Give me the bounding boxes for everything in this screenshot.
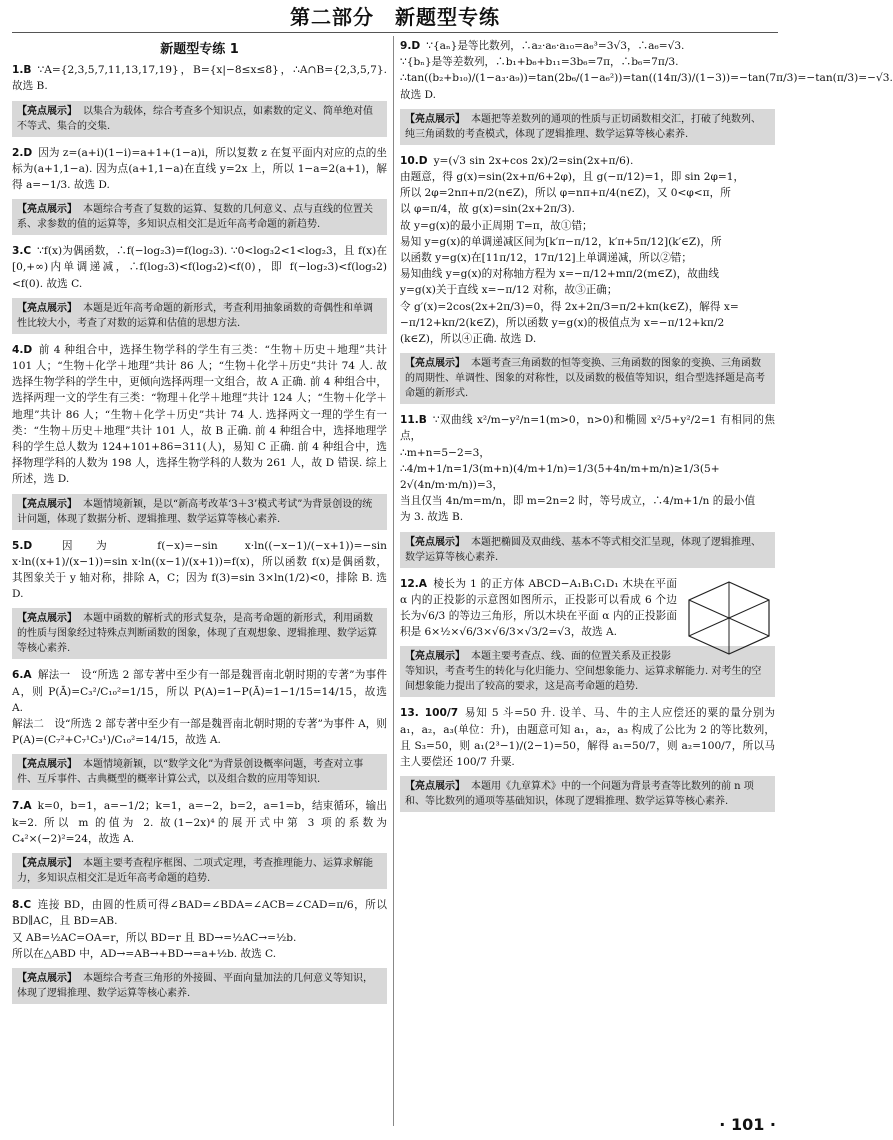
highlight-box — [400, 532, 775, 568]
question-answer: 100/7 — [424, 707, 459, 720]
highlight-box — [400, 353, 775, 404]
highlight-tag: 【亮点展示】 — [17, 613, 77, 625]
solution-text: −π/12+kπ/2(k∈Z)，所以函数 y=g(x)的极值点为 x=−π/12+kπ/2 — [400, 316, 725, 329]
question-item — [400, 153, 775, 347]
highlight-box — [12, 298, 387, 334]
question-number: 3.C — [12, 245, 32, 258]
highlight-text: 本题综合考查了复数的运算、复数的几何意义、点与直线的位置关系、求参数的值的运算等，多知识点相交汇是近年高考命题的新趋势. — [17, 204, 373, 231]
solution-text: ∴tan((b₂+b₁₀)/(1−a₃·a₉))=tan(2b₆/(1−a₆²))=tan((14π/3)/(1−3))=−tan(7π/3)=−tan(π/3)=−√3. — [400, 72, 893, 85]
question-number: 6.A — [12, 669, 32, 682]
highlight-tag: 【亮点展示】 — [17, 204, 77, 216]
solution-text: 以 φ=π/4，故 g(x)=sin(2x+2π/3). — [400, 203, 575, 216]
hexagon-spoke — [689, 618, 729, 636]
solution-text: ∵f(x)为偶函数，∴f(−log₂3)=f(log₂3). ∵0<log₃2<1<log₂3，且 f(x)在[0,+∞)内单调递减，∴f(log₂3)<f(log₃2)<f(0)，即 f(−log₂3)<f(log₃2)<f(0). 故选 C. — [12, 245, 387, 290]
solution-text: 当且仅当 4n/m=m/n，即 m=2n=2 时，等号成立，∴4/m+1/n 的最小值 — [400, 495, 756, 508]
highlight-tag: 【亮点展示】 — [17, 972, 77, 984]
highlight-text: 本题把等差数列的通项的性质与正切函数相交汇，打破了纯数列、纯三角函数的考查模式，体现了逻辑推理、数学运算等核心素养. — [405, 113, 761, 140]
left-column — [12, 38, 387, 1012]
solution-text: ∵双曲线 x²/m−y²/n=1(m>0，n>0)和椭圆 x²/5+y²/2=1 有相同的焦点， — [400, 414, 775, 443]
highlight-box — [12, 754, 387, 790]
highlight-tag: 【亮点展示】 — [17, 105, 77, 117]
solution-text: ∵{bₙ}是等差数列，∴b₁+b₆+b₁₁=3b₆=7π，∴b₆=7π/3. — [400, 56, 679, 69]
projection-hexagon-figure — [683, 578, 775, 656]
highlight-text: 本题情境新颖，是以“新高考改革‘3＋3’模式考试”为背景创设的统计问题，体现了数据分析、逻辑推理、数学运算等核心素养. — [17, 498, 373, 525]
solution-text: (k∈Z)，所以④正确. 故选 D. — [400, 333, 537, 346]
question-number: 10.D — [400, 154, 428, 167]
column-divider — [393, 36, 394, 1126]
solution-text: 所以在△ABD 中，AD→=AB→+BD→=a+½b. 故选 C. — [12, 947, 277, 960]
question-number: 5.D — [12, 539, 33, 552]
highlight-box — [400, 109, 775, 145]
solution-text: 易知曲线 y=g(x)的对称轴方程为 x=−π/12+mπ/2(m∈Z)，故曲线 — [400, 268, 719, 281]
solution-text: 为 3. 故选 B. — [400, 511, 464, 524]
question-item — [400, 38, 893, 103]
solution-text: 所以 2φ=2nπ+π/2(n∈Z)，所以 φ=nπ+π/4(n∈Z)，又 0<φ<π，所 — [400, 187, 731, 200]
question-item — [400, 412, 775, 525]
highlight-text: 本题情境新颖，以“数学文化”为背景创设概率问题，考查对立事件、互斥事件、古典概型的概率计算公式，以及组合数的应用等知识. — [17, 759, 364, 786]
question-number: 8.C — [12, 899, 32, 912]
highlight-box — [12, 608, 387, 659]
solution-text: 令 g′(x)=2cos(2x+2π/3)=0，得 2x+2π/3=π/2+kπ(k∈Z)，解得 x= — [400, 300, 739, 313]
section-title: 新题型专练 1 — [160, 42, 239, 57]
solution-text: y=(√3 sin 2x+cos 2x)/2=sin(2x+π/6). — [433, 154, 634, 167]
highlight-box — [12, 968, 387, 1004]
solution-text: ∴m+n=5−2=3， — [400, 446, 490, 459]
question-item — [12, 667, 387, 748]
solution-text: y=g(x)关于直线 x=−π/12 对称，故③正确； — [400, 284, 618, 297]
solution-text: 易知 y=g(x)的单调递减区间为[k′π−π/12，k′π+5π/12](k′∈Z)，所 — [400, 235, 722, 248]
highlight-box — [12, 101, 387, 137]
question-number: 12.A — [400, 577, 427, 590]
hexagon-spoke — [729, 618, 769, 636]
question-number: 11.B — [400, 414, 427, 427]
solution-text: 2√(4n/m·m/n))=3， — [400, 479, 504, 492]
page-header — [0, 0, 790, 34]
highlight-text: 本题主要考查点、线、面的位置关系及正投影等知识，考查考生的转化与化归能力、空间想象能力、运算求解能力. 对考生的空间想象能力提出了较高的要求，这是高考命题的趋势. — [405, 651, 762, 693]
hexagon-spoke — [729, 600, 769, 618]
solution-text: 易知 5 斗=50 升. 设羊、马、牛的主人应偿还的粟的量分别为 a₁，a₂，a₃(单位：升)，由题意可知 a₁，a₂，a₃ 构成了公比为 2 的等比数列，且 S₃=50，则 a₁(2³−1)/(2−1)=50，解得 a₁=50/7，则 a₂=100/7，所以马主人要偿还 100/7 升粟. — [400, 707, 775, 769]
highlight-tag: 【亮点展示】 — [405, 651, 465, 663]
question-number: 2.D — [12, 146, 33, 159]
solution-text: ∴4/m+1/n=1/3(m+n)(4/m+1/n)=1/3(5+4n/m+m/n)≥1/3(5+ — [400, 462, 720, 475]
question-number: 1.B — [12, 64, 32, 77]
question-item — [12, 897, 387, 962]
highlight-box — [12, 199, 387, 235]
solution-text: ∵{aₙ}是等比数列，∴a₂·a₆·a₁₀=a₆³=3√3，∴a₆=√3. — [426, 40, 685, 52]
solution-text: 前 4 种组合中，选择生物学科的学生有三类：“生物＋历史＋地理”共计 101 人；“生物＋化学＋地理”共计 86 人；“生物＋化学＋历史”共计 74 人. 故选择生物学科的学生中，更倾向选择两理一文组合，故 A 正确. 前 4 种组合中，选择两理一文的学生有三类：“物理＋化学＋地理”共计 124 人；“生物＋化学＋地理”共计 86 人；“生物＋化学＋历史”共计 74 人. 选择两文一理的学生有一类：“生物＋历史＋地理”共计 101 人，故 B 正确. 前 4 种组合中，选择地理学科的学生总人数为 124+101+86=311(人)，易知 C 正确. 前 4 种组合中，选择物理学科的人数为 198 人，选择生物学科的人数为 261 人，故 D 错误. 综上所述，选 D. — [12, 343, 387, 486]
question-item — [12, 145, 387, 194]
solution-text: k=0，b=1，a=−1/2；k=1，a=−2，b=2，a=1=b，结束循环，输出 k=2. 所以 m 的值为 2. 故(1−2x)⁴的展开式中第 3 项的系数为 C₄²×(−2)²=24，故选 A. — [12, 800, 387, 845]
solution-text: 由题意，得 g(x)=sin(2x+π/6+2φ)，且 g(−π/12)=1，即 sin 2φ=1， — [400, 171, 745, 184]
question-item — [12, 798, 387, 847]
highlight-text: 本题是近年高考命题的新形式，考查利用抽象函数的奇偶性和单调性比较大小，考查了对数的运算和估值的思想方法. — [17, 302, 373, 329]
highlight-text: 以集合为载体，综合考查多个知识点，如素数的定义、简单绝对值不等式、集合的交集. — [17, 105, 373, 132]
question-item — [12, 342, 387, 488]
highlight-text: 本题中函数的解析式的形式复杂，是高考命题的新形式，利用函数的性质与图象经过特殊点判断函数的图象，体现了直观想象、逻辑推理、数学运算等核心素养. — [17, 613, 377, 655]
solution-text: 解法一 设“所选 2 部专著中至少有一部是魏晋南北朝时期的专著”为事件 A，则 P(Ā)=C₃²/C₁₀²=1/15，所以 P(A)=1−P(Ā)=1−1/15=14/15，故选 A. — [12, 669, 387, 714]
question-number: 4.D — [12, 343, 33, 356]
highlight-text: 本题综合考查三角形的外接圆、平面向量加法的几何意义等知识，体现了逻辑推理、数学运算等核心素养. — [17, 972, 373, 999]
solution-text: 连接 BD，由圆的性质可得∠BAD=∠BDA=∠ACB=∠CAD=π/6，所以 BD∥AC，且 BD=AB. — [12, 899, 387, 928]
hexagon-spoke — [689, 600, 729, 618]
solution-text: 又 AB=½AC=OA=r，所以 BD=r 且 BD→=½AC→=½b. — [12, 931, 297, 944]
question-item — [12, 243, 387, 292]
highlight-tag: 【亮点展示】 — [405, 536, 465, 548]
highlight-box — [12, 494, 387, 530]
question-number: 13. — [400, 707, 419, 720]
highlight-tag: 【亮点展示】 — [17, 858, 77, 870]
highlight-tag: 【亮点展示】 — [17, 498, 77, 510]
highlight-text: 本题用《九章算术》中的一个问题为背景考查等比数列的前 n 项和、等比数列的通项等基础知识，体现了逻辑推理、数学运算等核心素养. — [405, 781, 754, 808]
solution-text: 解法二 设“所选 2 部专著中至少有一部是魏晋南北朝时期的专著”为事件 A，则 P(A)=(C₇²+C₇¹C₃¹)/C₁₀²=14/15，故选 A. — [12, 718, 387, 747]
highlight-tag: 【亮点展示】 — [17, 759, 77, 771]
right-column — [400, 38, 893, 820]
solution-text: 棱长为 1 的正方体 ABCD−A₁B₁C₁D₁ 木块在平面 α 内的正投影的示意图如图所示，正投影可以看成 6 个边长为√6/3 的等边三角形，所以木块在平面 α 内的正投影面积是 6×½×√6/3×√6/3×√3/2=√3，故选 A. — [400, 577, 677, 639]
question-number: 7.A — [12, 800, 32, 813]
question-item — [400, 705, 775, 770]
question-number: 9.D — [400, 40, 421, 52]
solution-text: ∵A={2,3,5,7,11,13,17,19}，B={x|−8≤x≤8}，∴A∩B={2,3,5,7}. 故选 B. — [12, 64, 387, 93]
header-rule — [12, 32, 778, 33]
solution-text: 以函数 y=g(x)在[11π/12，17π/12]上单调递减，所以②错； — [400, 252, 692, 265]
solution-text: 因为 f(−x)=−sin x·ln((−x−1)/(−x+1))=−sin x·ln((x+1)/(x−1))=sin x·ln((x−1)/(x+1))=f(x)，所以函数 f(x)是偶函数，其图象关于 y 轴对称，排除 A，C；因为 f(3)=sin 3×ln(1/2)<0，排除 B. 选 D. — [12, 539, 387, 601]
highlight-tag: 【亮点展示】 — [405, 781, 465, 793]
part-title: 第二部分 新题型专练 — [290, 5, 500, 29]
solution-text: 故选 D. — [400, 88, 437, 101]
highlight-tag: 【亮点展示】 — [405, 113, 465, 125]
solution-text: 故 y=g(x)的最小正周期 T=π，故①错； — [400, 219, 593, 232]
question-item — [12, 62, 387, 94]
question-item — [400, 576, 775, 641]
solution-text: 因为 z=(a+i)(1−i)=a+1+(1−a)i，所以复数 z 在复平面内对应的点的坐标为(a+1,1−a). 因为点(a+1,1−a)在直线 y=2x 上，所以 1−a=2(a+1)，解得 a=−1/3. 故选 D. — [12, 146, 387, 192]
question-item — [12, 538, 387, 603]
highlight-tag: 【亮点展示】 — [405, 358, 465, 370]
highlight-text: 本题主要考查程序框图、二项式定理，考查推理能力、运算求解能力，多知识点相交汇是近年高考命题的趋势. — [17, 858, 373, 885]
highlight-tag: 【亮点展示】 — [17, 302, 77, 314]
highlight-box — [12, 853, 387, 889]
highlight-text: 本题考查三角函数的恒等变换、三角函数的图象的变换、三角函数的周期性、单调性、图象的对称性，以及函数的极值等知识，组合型选择题是高考命题的新形式. — [405, 358, 765, 400]
page-number: · 101 · — [719, 1115, 776, 1134]
highlight-text: 本题把椭圆及双曲线、基本不等式相交汇呈现，体现了逻辑推理、数学运算等核心素养. — [405, 536, 761, 563]
highlight-box — [400, 776, 775, 812]
